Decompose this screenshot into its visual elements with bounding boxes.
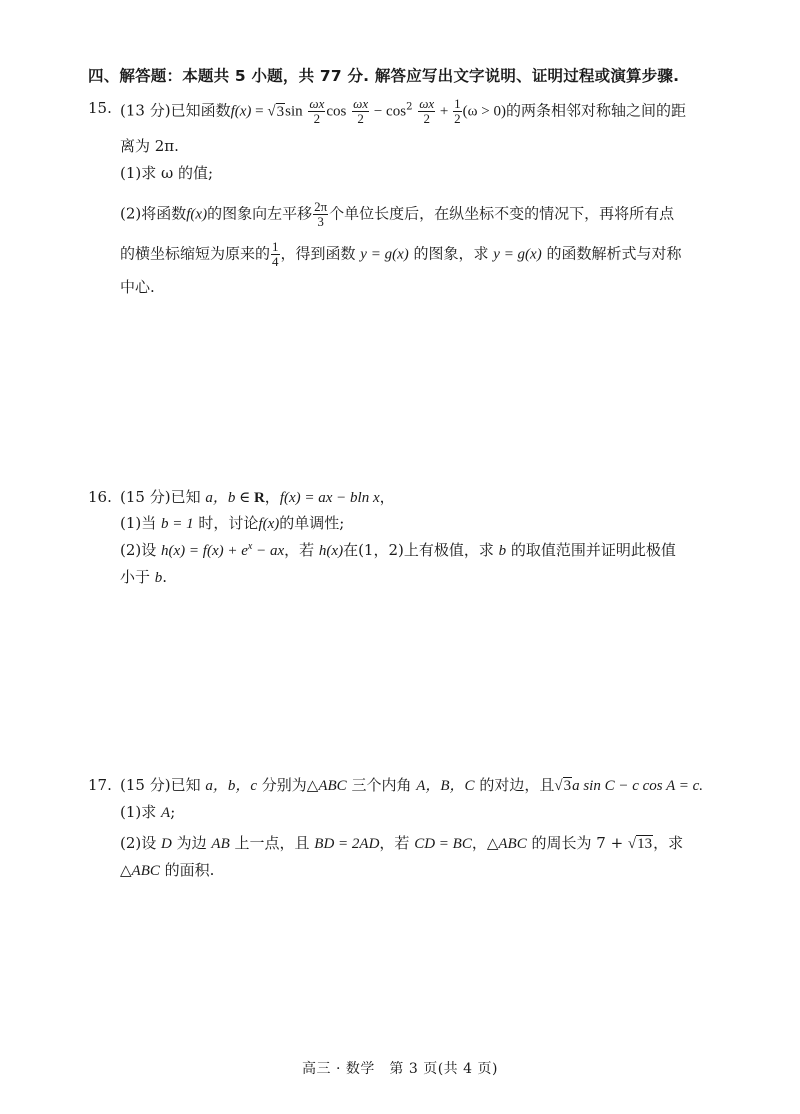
section-header: 四、解答题：本题共 5 小题，共 77 分. 解答应写出文字说明、证明过程或演算步骤. xyxy=(88,67,680,85)
fraction: $\frac{2\pi}{3}$ xyxy=(314,199,328,229)
sqrt-symbol: √3 xyxy=(267,103,285,120)
q16-part-1: (1)当 b = 1 时，讨论f(x)的单调性; xyxy=(120,514,345,532)
question-number: 16. xyxy=(88,488,112,506)
fraction: $\frac{\omega x}{2}$ xyxy=(309,96,325,126)
q15-part-1: (1)求 ω 的值; xyxy=(120,164,214,182)
q15-line-2: 离为 2π. xyxy=(120,137,179,155)
sqrt-symbol: √3 xyxy=(554,778,572,794)
q15-part-2: (2)将函数f(x)的图象向左平移 $\frac{2\pi}{3}$ 个单位长度后，在纵坐标不变的情况下，再将所有点 xyxy=(120,199,675,229)
q15-line-1: (13 分)已知函数f(x) = √3sin $\frac{\omega x}{2}$ cos $\frac{\omega x}{2}$ − $\cos^2$ $\frac{\omega x}{2}$ + $\frac{1}{2}$ (ω > 0)的两条相邻对称轴之间的距 xyxy=(120,96,686,126)
question-number: 17. xyxy=(88,776,112,794)
q15-part-2-end: 中心. xyxy=(120,278,155,296)
fraction: $\frac{\omega x}{2}$ xyxy=(353,96,369,126)
q16-line-1: (15 分)已知 a，b ∈ R，f(x) = ax − bln x， xyxy=(120,488,395,506)
fraction: $\frac{1}{2}$ xyxy=(454,96,461,126)
q15-part-2-cont: 的横坐标缩短为原来的 $\frac{1}{4}$ ，得到函数 y = g(x) 的图象，求 y = g(x) 的函数解析式与对称 xyxy=(120,239,682,269)
q17-part-2: (2)设 D 为边 AB 上一点，且 BD = 2AD，若 CD = BC，△ABC 的周长为 7 + √13，求 xyxy=(120,834,684,852)
question-number: 15. xyxy=(88,99,112,117)
q16-part-2-end: 小于 b. xyxy=(120,568,168,586)
sqrt-symbol: √13 xyxy=(627,836,653,852)
q17-line-1: (15 分)已知 a，b，c 分别为△ABC 三个内角 A，B，C 的对边，且√3a sin C − c cos A = c. xyxy=(120,776,704,794)
q17-part-2-end: △ABC 的面积. xyxy=(120,861,215,879)
q16-part-2: (2)设 $h(x) = f(x) + e^x$ − ax，若 h(x)在(1，2)上有极值，求 b 的取值范围并证明此极值 xyxy=(120,541,676,559)
page-footer: 高三 · 数学 第 3 页(共 4 页) xyxy=(302,1061,498,1077)
q17-part-1: (1)求 A; xyxy=(120,803,176,821)
fraction: $\frac{1}{4}$ xyxy=(272,239,279,269)
fraction: $\frac{\omega x}{2}$ xyxy=(419,96,435,126)
